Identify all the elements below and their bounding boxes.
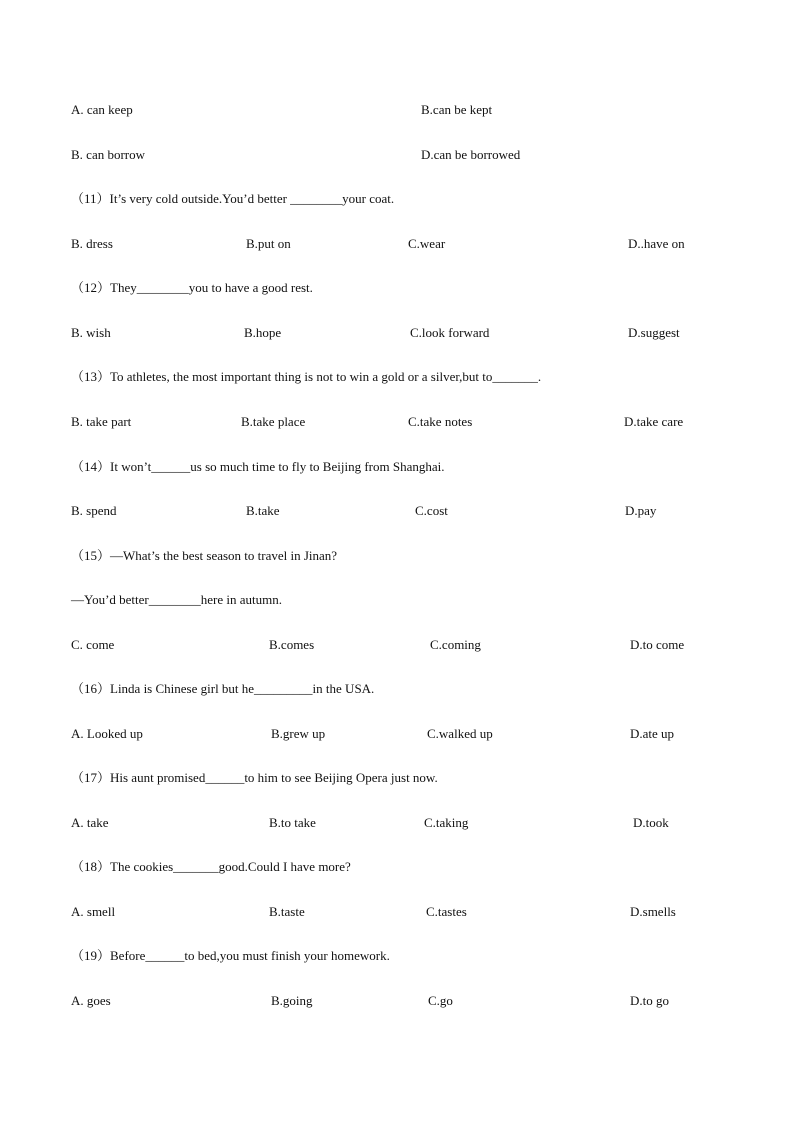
question-13 <box>0 367 794 387</box>
option-d: D.to go <box>630 993 669 1008</box>
option-c: C.taking <box>424 815 469 830</box>
option-d: D.ate up <box>630 726 675 741</box>
option-c: C.tastes <box>426 904 467 919</box>
option-c: C.go <box>428 993 453 1008</box>
question-text: （13）To athletes, the most important thing is not to win a gold or a silver,but to_______. <box>71 369 542 384</box>
option-b: B.hope <box>244 325 282 340</box>
option-d: D.smells <box>630 904 676 919</box>
option-b: B.can be kept <box>421 102 493 117</box>
question-15 <box>0 546 794 566</box>
question-text: （15）—What’s the best season to travel in Jinan? <box>71 548 338 563</box>
question-14 <box>0 457 794 477</box>
option-row <box>0 724 794 744</box>
option-d: D.took <box>633 815 669 830</box>
option-row <box>0 100 794 120</box>
option-b: B.taste <box>269 904 305 919</box>
option-d: D.pay <box>625 503 657 518</box>
option-d: D.take care <box>624 414 684 429</box>
question-text: （19）Before______to bed,you must finish your homework. <box>71 948 390 963</box>
option-row <box>0 635 794 655</box>
option-a: C. come <box>71 637 115 652</box>
option-a: B. wish <box>71 325 111 340</box>
option-a: A. can keep <box>71 102 133 117</box>
option-a: B. dress <box>71 236 113 251</box>
option-c: C.wear <box>408 236 446 251</box>
question-16 <box>0 679 794 699</box>
option-c: C.coming <box>430 637 481 652</box>
option-c: C.look forward <box>410 325 490 340</box>
question-text: （14）It won’t______us so much time to fly to Beijing from Shanghai. <box>71 459 445 474</box>
option-b: B.put on <box>246 236 291 251</box>
option-a: B. take part <box>71 414 132 429</box>
question-15-response <box>0 590 794 610</box>
option-a: A. Looked up <box>71 726 143 741</box>
option-row <box>0 902 794 922</box>
option-a: A. goes <box>71 993 111 1008</box>
option-a: A. take <box>71 815 109 830</box>
option-a: A. smell <box>71 904 116 919</box>
option-c: C.take notes <box>408 414 473 429</box>
option-b: B.take <box>246 503 280 518</box>
question-17 <box>0 768 794 788</box>
question-19 <box>0 946 794 966</box>
option-d: D..have on <box>628 236 685 251</box>
option-b: B.comes <box>269 637 315 652</box>
option-row <box>0 813 794 833</box>
question-text: （18）The cookies_______good.Could I have more? <box>71 859 351 874</box>
option-b: B.to take <box>269 815 316 830</box>
option-row <box>0 412 794 432</box>
question-12 <box>0 278 794 298</box>
option-d: D.can be borrowed <box>421 147 521 162</box>
question-11 <box>0 189 794 209</box>
option-row <box>0 145 794 165</box>
option-row <box>0 991 794 1011</box>
question-text: （16）Linda is Chinese girl but he_________in the USA. <box>71 681 375 696</box>
question-text: （17）His aunt promised______to him to see Beijing Opera just now. <box>71 770 438 785</box>
question-18 <box>0 857 794 877</box>
option-row <box>0 323 794 343</box>
option-row <box>0 501 794 521</box>
question-text: （11）It’s very cold outside.You’d better ________your coat. <box>71 191 395 206</box>
option-a: B. spend <box>71 503 117 518</box>
option-d: D.to come <box>630 637 685 652</box>
option-b: B.grew up <box>271 726 326 741</box>
option-a: B. can borrow <box>71 147 146 162</box>
option-c: C.walked up <box>427 726 493 741</box>
question-text: —You’d better________here in autumn. <box>71 592 282 607</box>
option-c: C.cost <box>415 503 448 518</box>
option-d: D.suggest <box>628 325 680 340</box>
option-b: B.going <box>271 993 313 1008</box>
option-b: B.take place <box>241 414 306 429</box>
option-row <box>0 234 794 254</box>
question-text: （12）They________you to have a good rest. <box>71 280 313 295</box>
